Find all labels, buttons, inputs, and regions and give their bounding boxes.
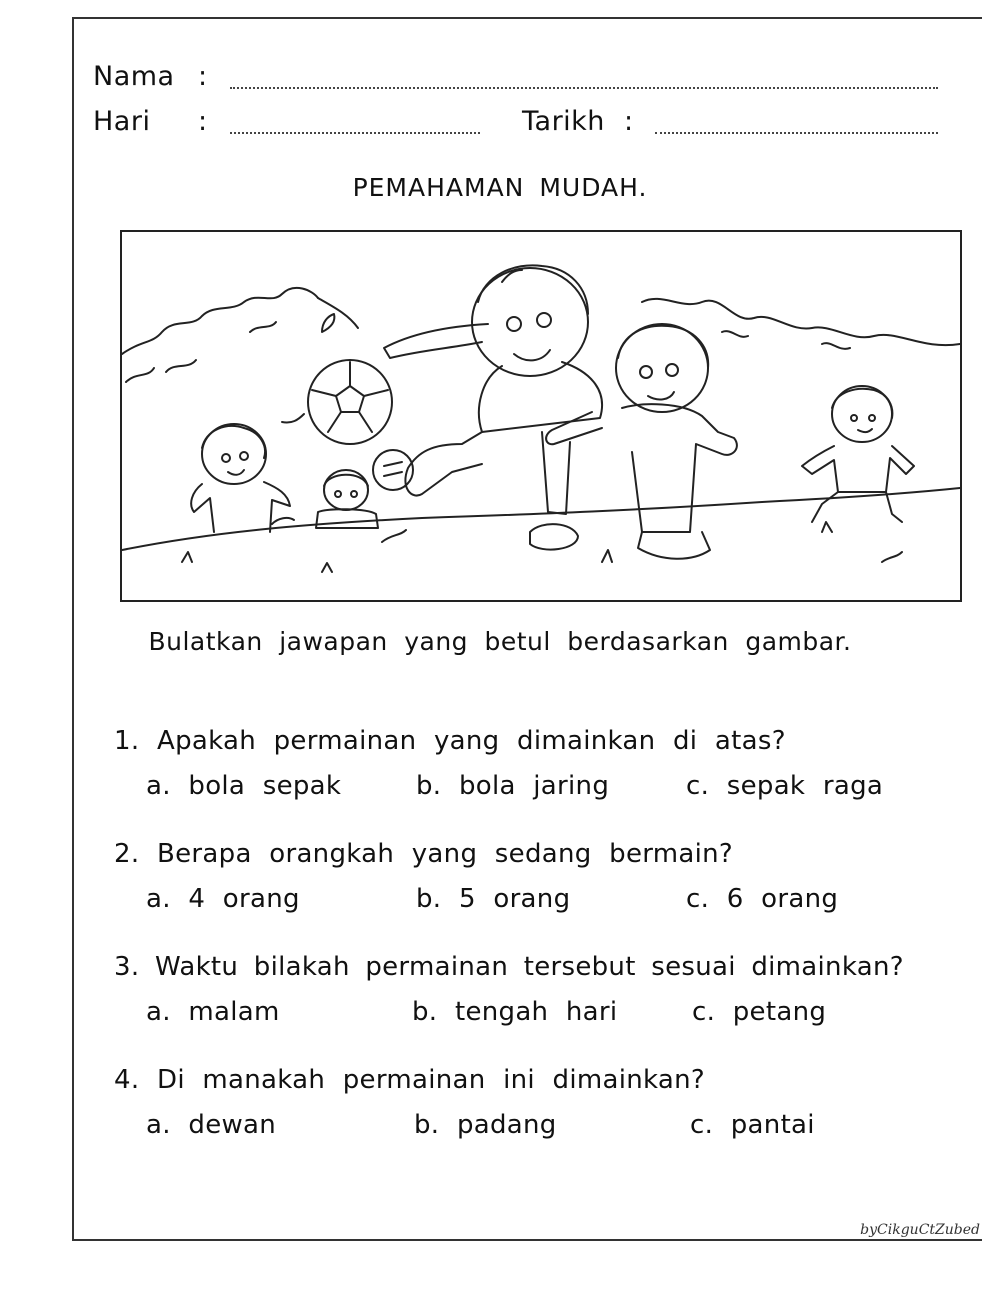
option-letter: b. (412, 997, 438, 1027)
day-colon: : (198, 106, 208, 137)
option-text: sepak raga (726, 771, 884, 801)
question-1 (114, 726, 786, 756)
option-letter: a. (146, 884, 171, 914)
name-label: Nama (93, 61, 175, 92)
author-credit: byCikguCtZubed (860, 1222, 980, 1238)
option-text: petang (732, 997, 827, 1027)
option-text: tengah hari (454, 997, 618, 1027)
option-text: padang (456, 1110, 557, 1140)
day-field[interactable] (230, 132, 480, 134)
question-2-option-b[interactable] (416, 884, 570, 914)
question-3-option-c[interactable] (692, 997, 826, 1027)
question-3-number: 3. (114, 952, 140, 982)
option-text: dewan (188, 1110, 277, 1140)
option-letter: a. (146, 771, 171, 801)
illustration-frame (120, 230, 962, 602)
question-2 (114, 839, 733, 869)
option-letter: b. (416, 884, 442, 914)
date-field[interactable] (655, 132, 938, 134)
option-letter: c. (686, 771, 710, 801)
name-field[interactable] (230, 87, 938, 89)
question-3-option-a[interactable] (146, 997, 280, 1027)
option-text: 6 orang (726, 884, 839, 914)
question-2-number: 2. (114, 839, 140, 869)
children-playing-football-illustration (122, 232, 960, 600)
worksheet-title: PEMAHAMAN MUDAH. (352, 173, 648, 202)
option-letter: a. (146, 1110, 171, 1140)
question-3-option-b[interactable] (412, 997, 617, 1027)
option-letter: a. (146, 997, 171, 1027)
option-letter: c. (690, 1110, 714, 1140)
question-1-option-c[interactable] (686, 771, 883, 801)
question-2-option-a[interactable] (146, 884, 300, 914)
question-4-number: 4. (114, 1065, 140, 1095)
option-text: bola jaring (458, 771, 610, 801)
question-2-option-c[interactable] (686, 884, 838, 914)
instruction-text: Bulatkan jawapan yang betul berdasarkan gambar. (148, 627, 852, 656)
option-text: pantai (730, 1110, 815, 1140)
date-colon: : (624, 106, 634, 137)
option-text: 4 orang (188, 884, 300, 914)
option-text: 5 orang (458, 884, 571, 914)
date-label: Tarikh (522, 106, 605, 137)
question-3-text: Waktu bilakah permainan tersebut sesuai dimainkan? (155, 952, 904, 982)
question-1-number: 1. (114, 726, 140, 756)
option-text: bola sepak (188, 771, 342, 801)
question-1-option-a[interactable] (146, 771, 341, 801)
question-4-option-b[interactable] (414, 1110, 557, 1140)
option-text: malam (188, 997, 280, 1027)
question-4-option-c[interactable] (690, 1110, 815, 1140)
option-letter: c. (686, 884, 710, 914)
name-colon: : (198, 61, 208, 92)
question-4 (114, 1065, 705, 1095)
day-label: Hari (93, 106, 151, 137)
question-4-option-a[interactable] (146, 1110, 276, 1140)
question-3 (114, 952, 904, 982)
option-letter: c. (692, 997, 716, 1027)
question-2-text: Berapa orangkah yang sedang bermain? (157, 839, 734, 869)
option-letter: b. (414, 1110, 440, 1140)
question-1-text: Apakah permainan yang dimainkan di atas? (157, 726, 786, 756)
question-4-text: Di manakah permainan ini dimainkan? (157, 1065, 706, 1095)
option-letter: b. (416, 771, 442, 801)
question-1-option-b[interactable] (416, 771, 609, 801)
